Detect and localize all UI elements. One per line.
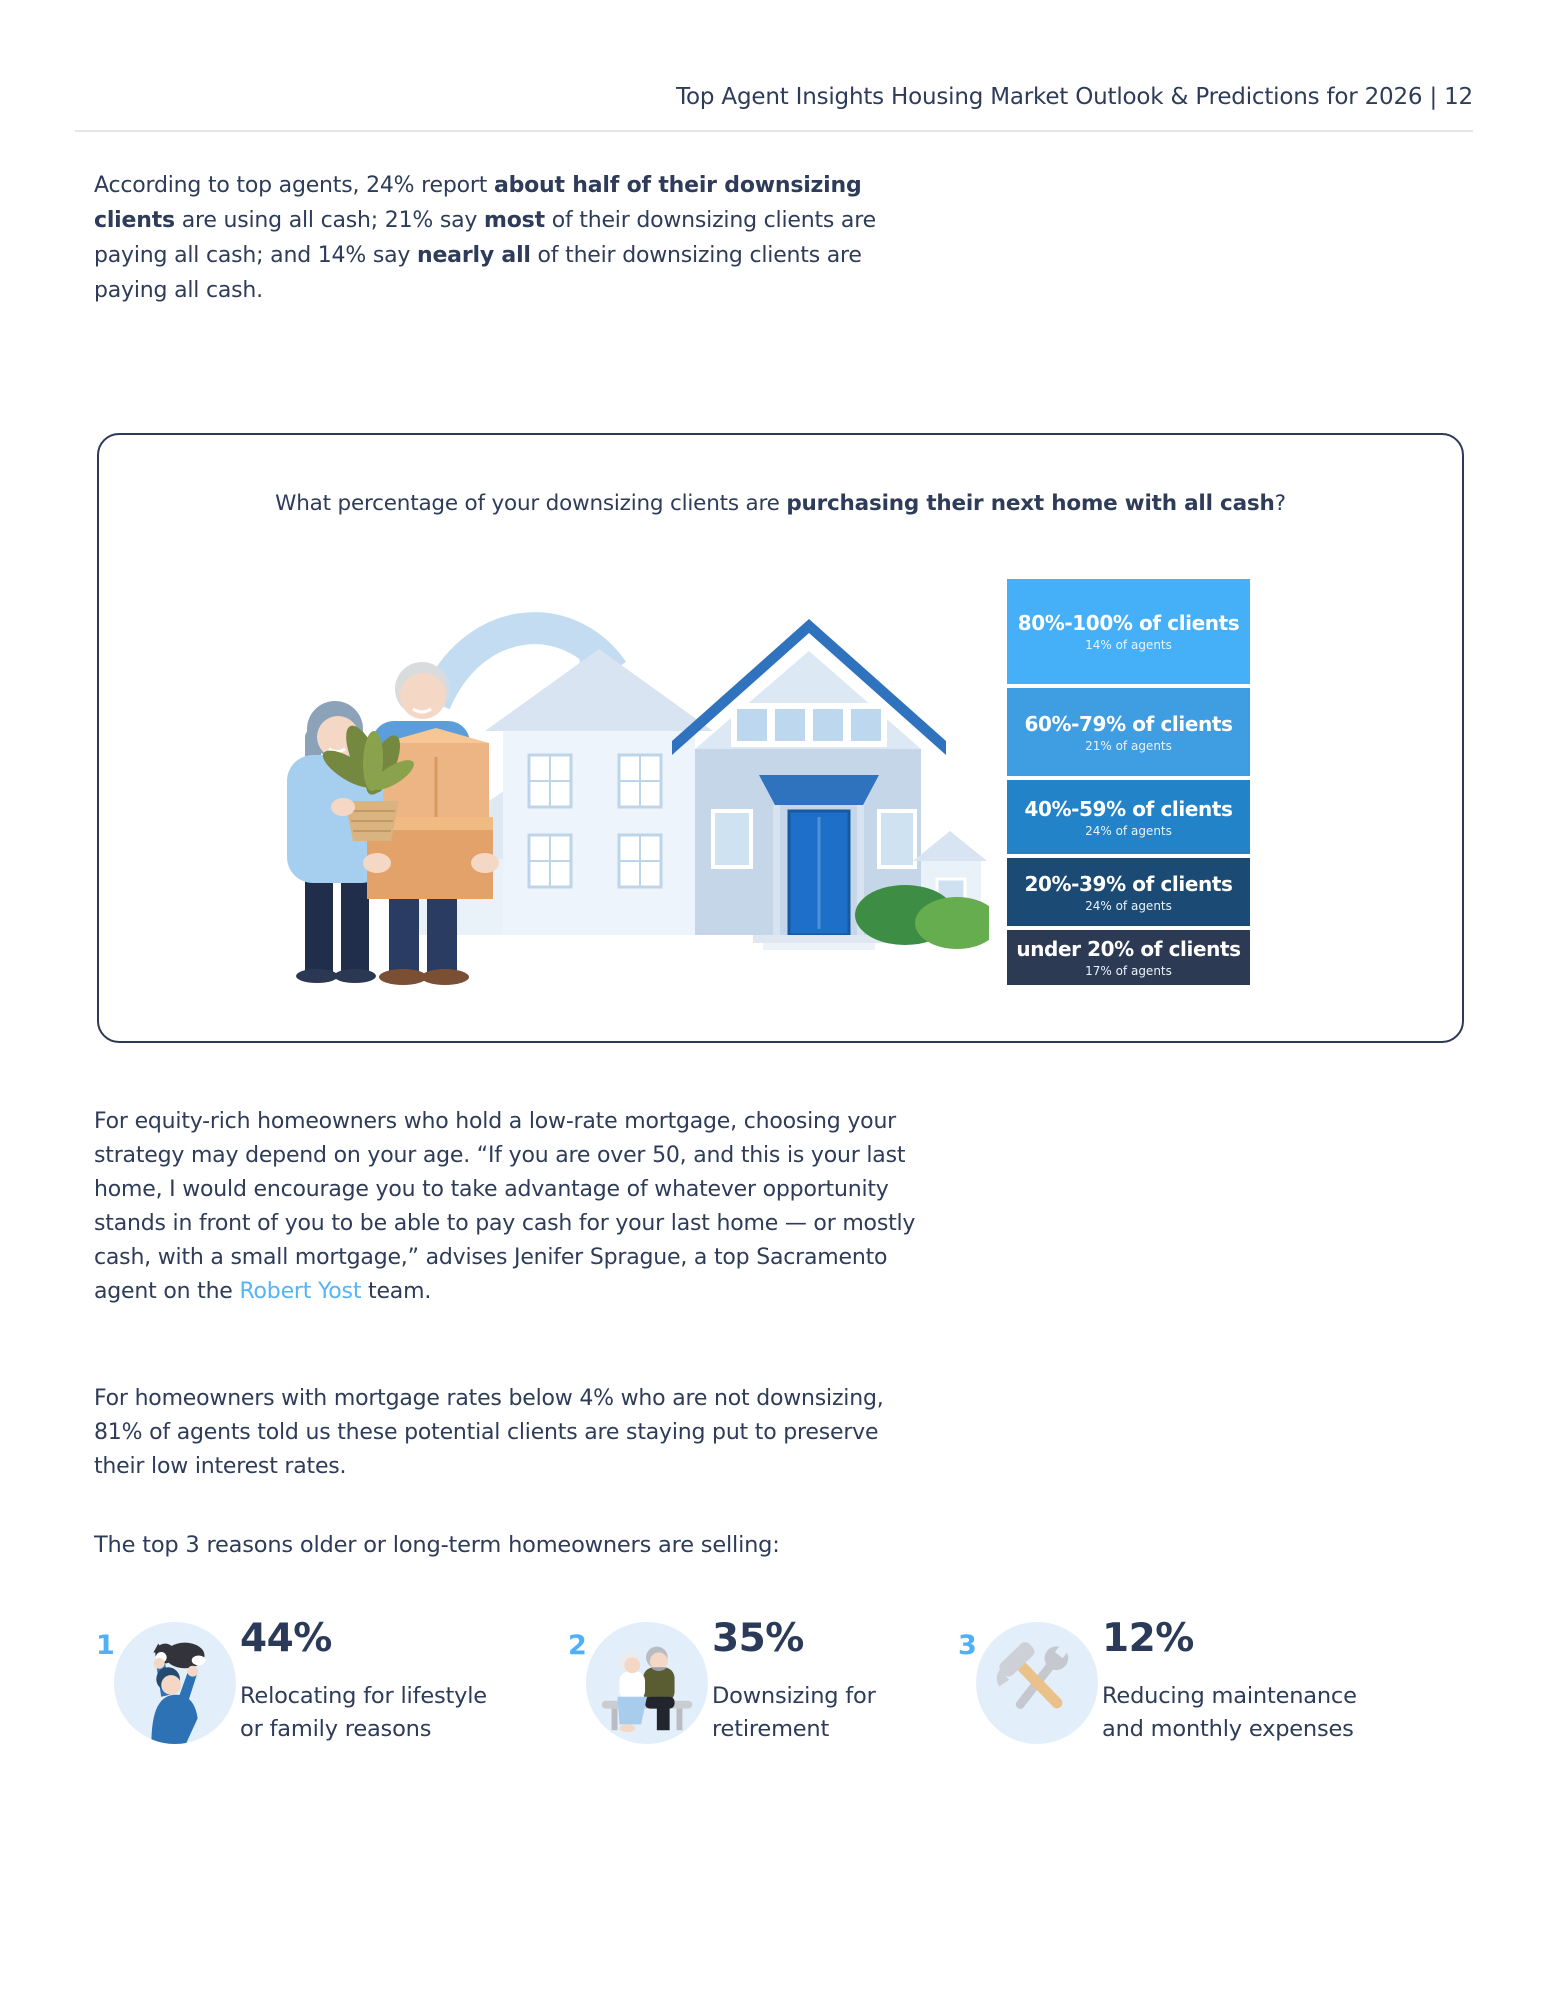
retired-couple-bench-icon — [586, 1622, 708, 1744]
reason-value: 35% — [712, 1616, 804, 1661]
chart-bar — [1007, 688, 1250, 776]
reason-rank: 2 — [568, 1630, 587, 1661]
text-line: For equity-rich homeowners who hold a low-rate mortgage, choosing your — [94, 1109, 897, 1134]
reason-label: and monthly expenses — [1102, 1716, 1354, 1742]
text-line: According to top agents, 24% report about half of their downsizing — [94, 173, 862, 198]
page-header-title: Top Agent Insights Housing Market Outlook & Predictions for 2026 | 12 — [676, 84, 1473, 110]
text-line: clients are using all cash; 21% say most of their downsizing clients are — [94, 208, 876, 233]
reason-rank: 1 — [96, 1630, 115, 1661]
person-holding-dog-icon — [114, 1622, 236, 1744]
reason-item-relocating — [84, 1598, 524, 1808]
chart-bar — [1007, 858, 1250, 926]
bar-value-label: 17% of agents — [1085, 964, 1172, 978]
text-line: their low interest rates. — [94, 1454, 347, 1479]
mortgage-paragraph — [94, 1382, 884, 1484]
equity-paragraph — [94, 1105, 915, 1309]
reason-rank: 3 — [958, 1630, 977, 1661]
bar-value-label: 21% of agents — [1085, 738, 1172, 753]
reason-label: Reducing maintenance — [1102, 1683, 1357, 1709]
cash-purchase-bar-chart — [1007, 579, 1250, 985]
reason-item-maintenance — [946, 1598, 1386, 1808]
bar-value-label: 14% of agents — [1085, 638, 1172, 652]
bar-category-label: 40%-59% of clients — [1024, 796, 1233, 821]
text-line: paying all cash; and 14% say nearly all of their downsizing clients are — [94, 243, 862, 268]
reasons-intro: The top 3 reasons older or long-term homeowners are selling: — [94, 1532, 780, 1558]
reason-value: 44% — [240, 1616, 332, 1661]
chart-bar — [1007, 579, 1250, 684]
left-house — [485, 649, 713, 935]
bar-category-label: under 20% of clients — [1016, 937, 1241, 961]
text-line: agent on the Robert Yost team. — [94, 1279, 432, 1304]
reason-label: Downsizing for — [712, 1683, 876, 1709]
reason-item-downsizing — [556, 1598, 996, 1808]
text-line: cash, with a small mortgage,” advises Jenifer Sprague, a top Sacramento — [94, 1245, 888, 1270]
intro-paragraph — [94, 168, 876, 308]
bar-category-label: 20%-39% of clients — [1024, 871, 1233, 896]
chart-bar — [1007, 780, 1250, 854]
reason-label: retirement — [712, 1716, 830, 1742]
text-line: paying all cash. — [94, 278, 263, 303]
reason-label: Relocating for lifestyle — [240, 1683, 487, 1709]
text-line: strategy may depend on your age. “If you are over 50, and this is your last — [94, 1143, 906, 1168]
bar-category-label: 60%-79% of clients — [1024, 711, 1233, 736]
survey-question: What percentage of your downsizing clients are purchasing their next home with all cash? — [275, 491, 1286, 516]
moving-couple-houses-illustration — [217, 563, 989, 1005]
reason-value: 12% — [1102, 1616, 1194, 1661]
text-line: home, I would encourage you to take advantage of whatever opportunity — [94, 1177, 889, 1202]
reason-label: or family reasons — [240, 1716, 432, 1742]
hammer-wrench-icon — [976, 1622, 1098, 1744]
text-line: 81% of agents told us these potential clients are staying put to preserve — [94, 1420, 879, 1445]
header-divider — [75, 130, 1473, 132]
bar-value-label: 24% of agents — [1085, 898, 1172, 913]
chart-bar — [1007, 930, 1250, 985]
agent-team-link[interactable]: Robert Yost — [239, 1279, 362, 1304]
bar-value-label: 24% of agents — [1085, 823, 1172, 838]
bar-category-label: 80%-100% of clients — [1017, 611, 1240, 635]
survey-card — [97, 433, 1464, 1043]
text-line: For homeowners with mortgage rates below 4% who are not downsizing, — [94, 1386, 884, 1411]
text-line: stands in front of you to be able to pay cash for your last home — or mostly — [94, 1211, 916, 1236]
